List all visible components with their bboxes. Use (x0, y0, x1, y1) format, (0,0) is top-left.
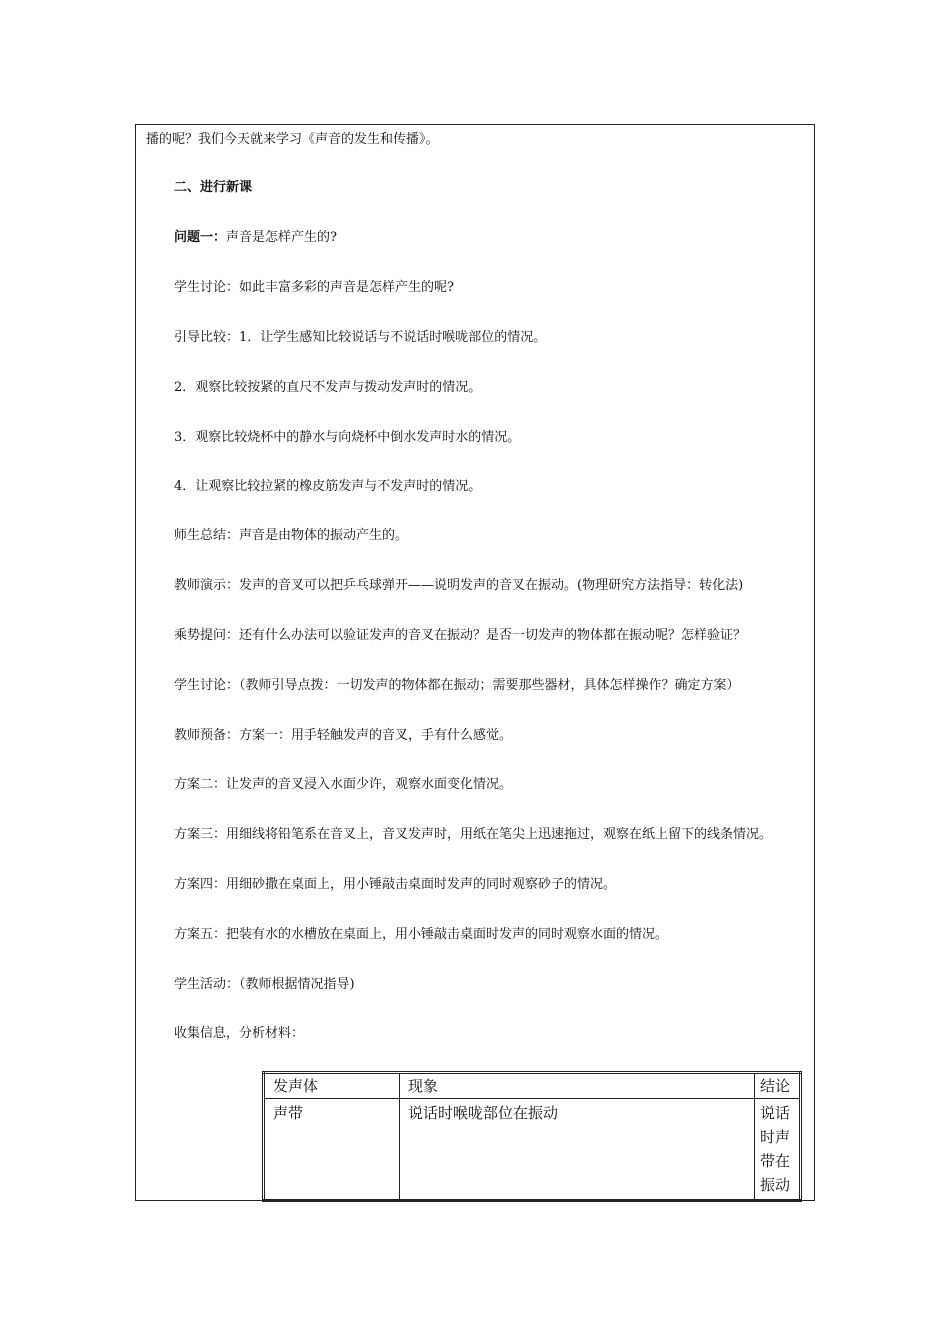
table-row (264, 1099, 801, 1201)
paragraph-line: 教师预备：方案一：用手轻触发声的音叉，手有什么感觉。 (174, 728, 513, 743)
paragraph-line: 方案四：用细砂撒在桌面上，用小锤敲击桌面时发声的同时观察砂子的情况。 (174, 877, 617, 892)
page-frame (135, 124, 815, 1201)
paragraph-line: 2．观察比较按紧的直尺不发声与拨动发声时的情况。 (174, 380, 482, 395)
question-text: 声音是怎样产生的? (226, 230, 337, 245)
paragraph-line: 乘势提问：还有什么办法可以验证发声的音叉在振动？是否一切发声的物体都在振动呢？怎样验证？ (174, 628, 747, 643)
header-phenomenon: 现象 (400, 1073, 755, 1099)
cell-conclusion: 说话时声带在振动 (755, 1099, 801, 1201)
paragraph-line: 教师演示：发声的音叉可以把乒乓球弹开——说明发声的音叉在振动。(物理研究方法指导：转化法) (174, 578, 744, 593)
question-label: 问题一： (174, 230, 227, 245)
header-conclusion: 结论 (755, 1073, 801, 1099)
paragraph-line: 方案二：让发声的音叉浸入水面少许，观察水面变化情况。 (174, 777, 513, 792)
observation-table (262, 1071, 802, 1202)
paragraph-line: 师生总结：声音是由物体的振动产生的。 (174, 528, 409, 543)
paragraph-line: 学生讨论：如此丰富多彩的声音是怎样产生的呢? (174, 280, 454, 295)
section-heading: 二、进行新课 (174, 180, 253, 195)
cell-phenomenon: 说话时喉咙部位在振动 (400, 1099, 755, 1201)
paragraph-line: 学生活动：（教师根据情况指导) (174, 977, 355, 992)
paragraph-line: 3．观察比较烧杯中的静水与向烧杯中倒水发声时水的情况。 (174, 430, 521, 445)
paragraph-line: 引导比较：1．让学生感知比较说话与不说话时喉咙部位的情况。 (174, 330, 547, 345)
question-one (174, 229, 337, 247)
paragraph-line: 收集信息，分析材料： (174, 1026, 305, 1041)
table-header-row (264, 1073, 801, 1099)
header-sound-body: 发声体 (264, 1073, 400, 1099)
paragraph-line: 方案三：用细线将铅笔系在音叉上，音叉发声时，用纸在笔尖上迅速拖过，观察在纸上留下的线条情况。 (174, 827, 773, 842)
paragraph-line: 4．让观察比较拉紧的橡皮筋发声与不发声时的情况。 (174, 479, 482, 494)
cell-sound-body: 声带 (264, 1099, 400, 1201)
paragraph-line: 学生讨论：（教师引导点拨：一切发声的物体都在振动；需要那些器材，具体怎样操作？确定方案） (174, 678, 740, 693)
intro-line: 播的呢？我们今天就来学习《声音的发生和传播》。 (146, 132, 439, 147)
paragraph-line: 方案五：把装有水的水槽放在桌面上，用小锤敲击桌面时发声的同时观察水面的情况。 (174, 927, 669, 942)
